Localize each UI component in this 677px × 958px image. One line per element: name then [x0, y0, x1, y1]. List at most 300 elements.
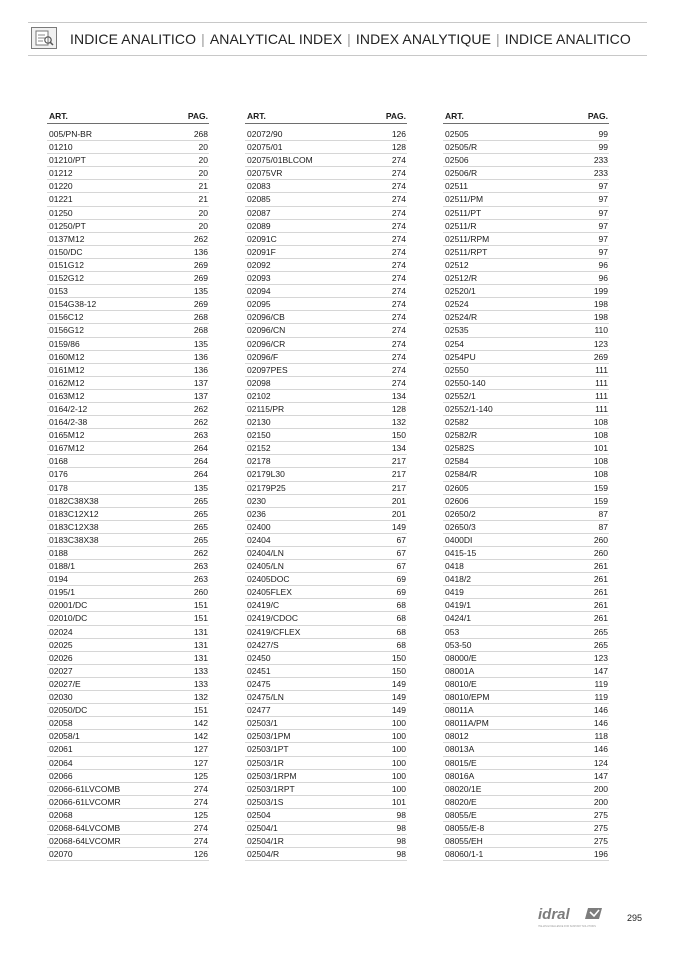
article-code: 02511/R	[445, 220, 477, 231]
article-code: 02093	[247, 273, 271, 284]
index-row	[245, 809, 407, 822]
index-row	[245, 180, 407, 193]
index-row	[47, 311, 209, 324]
article-code: 0230	[247, 495, 266, 506]
article-code: 02050/DC	[49, 705, 88, 716]
page-ref: 263	[193, 430, 208, 441]
article-code: 02115/PR	[247, 403, 285, 414]
article-code: 02070	[49, 849, 73, 860]
index-row	[245, 154, 407, 167]
index-row	[443, 455, 609, 468]
page-ref: 20	[198, 207, 208, 218]
page-ref: 268	[193, 129, 208, 139]
page-ref: 217	[391, 469, 406, 480]
article-code: 02095	[247, 299, 271, 310]
index-row	[245, 848, 407, 861]
index-row	[47, 612, 209, 625]
page-ref: 101	[391, 796, 406, 807]
index-row	[245, 560, 407, 573]
page-ref: 149	[391, 705, 406, 716]
article-code: 02404	[247, 534, 271, 545]
page-ref: 274	[391, 220, 406, 231]
page-ref: 131	[193, 626, 208, 637]
title-en: ANALYTICAL INDEX	[209, 31, 343, 47]
index-row	[245, 691, 407, 704]
index-row	[443, 233, 609, 246]
page-ref: 96	[598, 259, 608, 270]
index-row	[245, 495, 407, 508]
index-row	[47, 573, 209, 586]
article-code: 02506/R	[445, 168, 478, 179]
article-code: 02520/1	[445, 286, 476, 297]
index-row	[245, 665, 407, 678]
index-row	[443, 429, 609, 442]
index-row	[47, 377, 209, 390]
article-code: 02094	[247, 286, 271, 297]
article-code: 02650/2	[445, 508, 476, 519]
page-ref: 274	[391, 364, 406, 375]
article-code: 08011A/PM	[445, 718, 489, 729]
page-ref: 20	[198, 155, 208, 166]
article-code: 08010/E	[445, 678, 477, 689]
page-ref: 100	[391, 783, 406, 794]
page-ref: 146	[593, 705, 608, 716]
index-row	[47, 298, 209, 311]
page-number: 295	[627, 913, 643, 923]
index-row	[47, 560, 209, 573]
index-row	[47, 678, 209, 691]
index-row	[245, 285, 407, 298]
index-row	[443, 848, 609, 861]
page-ref: 125	[193, 809, 208, 820]
article-code: 0137M12	[49, 233, 85, 244]
article-code: 0156G12	[49, 325, 84, 336]
index-row	[443, 193, 609, 206]
page-ref: 274	[391, 207, 406, 218]
page-ref: 269	[593, 351, 608, 362]
page-ref: 142	[193, 731, 208, 742]
index-row	[443, 403, 609, 416]
index-rows	[245, 128, 407, 861]
page-ref: 149	[391, 678, 406, 689]
brand-tagline: ITALIAN EXCELLENCE FOR SANITARY SOLUTIONS	[538, 925, 596, 928]
title-separator: |	[496, 31, 500, 47]
article-code: 0151G12	[49, 259, 84, 270]
index-row	[245, 743, 407, 756]
column-header	[443, 110, 609, 124]
article-code: 08001A	[445, 665, 475, 676]
article-code: 02010/DC	[49, 613, 88, 624]
page-ref: 274	[193, 783, 208, 794]
index-row	[47, 770, 209, 783]
article-code: 02512	[445, 259, 469, 270]
article-code: 02066-61LVCOMB	[49, 783, 121, 794]
article-code: 0152G12	[49, 273, 84, 284]
page-ref: 133	[193, 665, 208, 676]
index-row	[443, 822, 609, 835]
page-ref: 274	[391, 181, 406, 192]
article-code: 02102	[247, 390, 271, 401]
article-code: 02066	[49, 770, 73, 781]
page-ref: 233	[593, 155, 608, 166]
article-code: 02450	[247, 652, 271, 663]
article-code: 0183C12X38	[49, 521, 99, 532]
article-code: 02075/01	[247, 142, 283, 153]
article-code: 02405FLEX	[247, 587, 292, 598]
article-code: 01250	[49, 207, 73, 218]
index-rows	[47, 128, 209, 861]
index-row	[245, 311, 407, 324]
article-code: 02582S	[445, 443, 475, 454]
page-ref: 68	[396, 613, 406, 624]
page-ref: 108	[593, 469, 608, 480]
page-ref: 261	[593, 561, 608, 572]
index-row	[245, 390, 407, 403]
page-ref: 262	[193, 548, 208, 558]
page-ref: 269	[193, 259, 208, 270]
article-code: 02503/1RPT	[247, 783, 295, 794]
page-ref: 127	[193, 757, 208, 768]
article-code: 02419/C	[247, 600, 280, 611]
page-ref: 159	[593, 482, 608, 493]
index-row	[245, 626, 407, 639]
page-ref: 99	[598, 129, 608, 139]
article-code: 053	[445, 626, 460, 637]
page-ref: 147	[593, 665, 608, 676]
article-code: 0161M12	[49, 364, 85, 375]
column-header	[245, 110, 407, 124]
article-code: 02451	[247, 665, 271, 676]
page-ref: 20	[198, 220, 208, 231]
page-ref: 274	[391, 325, 406, 336]
article-code: 0182C38X38	[49, 495, 99, 506]
page-ref: 196	[593, 849, 608, 860]
article-code: 02552/1-140	[445, 403, 493, 414]
index-row	[443, 691, 609, 704]
page-ref: 126	[193, 849, 208, 860]
page-ref: 99	[598, 142, 608, 153]
pag-header: PAG.	[587, 111, 608, 121]
article-code: 02030	[49, 692, 73, 703]
index-row	[47, 717, 209, 730]
page-ref: 128	[391, 142, 406, 153]
article-code: 02511/RPM	[445, 233, 490, 244]
article-code: 02477	[247, 705, 271, 716]
page-ref: 69	[396, 574, 406, 585]
article-code: 02027/E	[49, 678, 81, 689]
page-ref: 150	[391, 665, 406, 676]
index-row	[47, 665, 209, 678]
article-code: 0415-15	[445, 548, 477, 558]
article-code: 02068	[49, 809, 73, 820]
index-row	[47, 809, 209, 822]
article-code: 0419/1	[445, 600, 471, 611]
article-code: 02179P25	[247, 482, 286, 493]
brand-logo-text: idral	[538, 906, 570, 923]
index-row	[443, 154, 609, 167]
column-header	[47, 110, 209, 124]
article-code: 0163M12	[49, 390, 85, 401]
index-row	[47, 757, 209, 770]
article-code: 02504	[247, 809, 271, 820]
page-ref: 274	[391, 194, 406, 205]
article-code: 01210	[49, 142, 73, 153]
article-code: 02058/1	[49, 731, 80, 742]
art-header: ART.	[247, 111, 266, 121]
article-code: 02152	[247, 443, 271, 454]
index-row	[47, 272, 209, 285]
art-header: ART.	[445, 111, 464, 121]
page-ref: 265	[193, 521, 208, 532]
page-ref: 150	[391, 652, 406, 663]
title-es: INDICE ANALITICO	[504, 31, 631, 47]
page-ref: 97	[598, 220, 608, 231]
page-ref: 98	[396, 849, 406, 860]
article-code: 01221	[49, 194, 73, 205]
article-code: 02096/F	[247, 351, 279, 362]
article-code: 02605	[445, 482, 469, 493]
article-code: 02066-61LVCOMR	[49, 796, 121, 807]
article-code: 0418/2	[445, 574, 471, 585]
page-ref: 96	[598, 273, 608, 284]
page-ref: 131	[193, 652, 208, 663]
index-row	[47, 534, 209, 547]
page-ref: 97	[598, 207, 608, 218]
page-ref: 150	[391, 430, 406, 441]
index-row	[47, 835, 209, 848]
article-code: 08055/E	[445, 809, 477, 820]
index-row	[245, 455, 407, 468]
article-code: 02552/1	[445, 390, 476, 401]
page-ref: 262	[193, 403, 208, 414]
page-ref: 262	[193, 417, 208, 428]
article-code: 0168	[49, 456, 68, 467]
article-code: 02511/RPT	[445, 246, 488, 257]
index-row	[47, 351, 209, 364]
index-row	[47, 521, 209, 534]
page-ref: 199	[593, 286, 608, 297]
article-code: 08055/EH	[445, 836, 483, 847]
article-code: 08015/E	[445, 757, 477, 768]
index-row	[245, 717, 407, 730]
article-code: 01250/PT	[49, 220, 86, 231]
index-row	[47, 783, 209, 796]
page-ref: 274	[391, 233, 406, 244]
page-ref: 146	[593, 744, 608, 755]
index-row	[47, 364, 209, 377]
index-row	[443, 547, 609, 560]
article-code: 08016A	[445, 770, 475, 781]
page-ref: 108	[593, 430, 608, 441]
index-row	[245, 822, 407, 835]
article-code: 02083	[247, 181, 271, 192]
page-ref: 128	[391, 403, 406, 414]
index-row	[245, 534, 407, 547]
article-code: 02096/CR	[247, 338, 286, 349]
index-row	[47, 796, 209, 809]
index-row	[47, 730, 209, 743]
page-ref: 151	[193, 705, 208, 716]
index-row	[443, 442, 609, 455]
index-row	[47, 233, 209, 246]
article-code: 02405/LN	[247, 561, 284, 572]
index-row	[47, 154, 209, 167]
article-code: 02179L30	[247, 469, 285, 480]
article-code: 02061	[49, 744, 73, 755]
index-row	[443, 717, 609, 730]
index-row	[443, 652, 609, 665]
index-row	[245, 364, 407, 377]
index-row	[47, 652, 209, 665]
index-row	[443, 141, 609, 154]
page-ref: 111	[595, 377, 608, 388]
article-code: 0183C38X38	[49, 534, 99, 545]
article-code: 02178	[247, 456, 271, 467]
index-row	[47, 128, 209, 141]
page-ref: 97	[598, 181, 608, 192]
article-code: 02068-64LVCOMB	[49, 822, 121, 833]
page-ref: 100	[391, 757, 406, 768]
index-row	[47, 547, 209, 560]
page-ref: 132	[193, 692, 208, 703]
article-code: 02511/PT	[445, 207, 482, 218]
index-row	[245, 167, 407, 180]
page-ref: 274	[193, 836, 208, 847]
article-code: 0424/1	[445, 613, 471, 624]
article-code: 0162M12	[49, 377, 85, 388]
article-code: 02024	[49, 626, 73, 637]
index-column-2	[245, 110, 407, 861]
index-row	[443, 639, 609, 652]
page-ref: 119	[594, 692, 608, 703]
article-code: 08020/E	[445, 796, 477, 807]
index-row	[443, 770, 609, 783]
title-fr: INDEX ANALYTIQUE	[355, 31, 492, 47]
index-row	[47, 495, 209, 508]
index-row	[443, 573, 609, 586]
article-code: 02405DOC	[247, 574, 290, 585]
page-ref: 265	[193, 508, 208, 519]
article-code: 08055/E-8	[445, 822, 485, 833]
index-row	[245, 141, 407, 154]
article-code: 02524	[445, 299, 469, 310]
page-ref: 123	[593, 652, 608, 663]
page-ref: 274	[391, 312, 406, 323]
index-row	[443, 626, 609, 639]
article-code: 02089	[247, 220, 271, 231]
index-row	[443, 665, 609, 678]
page-ref: 108	[593, 456, 608, 467]
page-ref: 275	[593, 836, 608, 847]
index-row	[245, 757, 407, 770]
page-ref: 119	[594, 678, 608, 689]
article-code: 08011A	[445, 705, 474, 716]
page-ref: 261	[593, 613, 608, 624]
index-row	[47, 390, 209, 403]
index-row	[47, 639, 209, 652]
index-row	[245, 612, 407, 625]
page-ref: 131	[193, 639, 208, 650]
index-row	[443, 285, 609, 298]
page-ref: 198	[593, 299, 608, 310]
page-ref: 275	[593, 822, 608, 833]
index-row	[443, 495, 609, 508]
index-row	[443, 482, 609, 495]
page-ref: 98	[396, 836, 406, 847]
page-ref: 67	[396, 534, 406, 545]
page-ref: 137	[193, 390, 208, 401]
page-ref: 87	[598, 521, 608, 532]
article-code: 08012	[445, 731, 469, 742]
article-code: 02503/1	[247, 718, 278, 729]
page-ref: 263	[193, 574, 208, 585]
page-ref: 111	[595, 364, 608, 375]
page-ref: 274	[193, 796, 208, 807]
article-code: 02511	[445, 181, 469, 192]
index-row	[245, 586, 407, 599]
index-row	[443, 311, 609, 324]
page-ref: 274	[391, 155, 406, 166]
article-code: 02064	[49, 757, 73, 768]
index-row	[245, 482, 407, 495]
article-code: 0195/1	[49, 587, 75, 598]
index-row	[47, 338, 209, 351]
page-ref: 97	[598, 194, 608, 205]
article-code: 02400	[247, 521, 271, 532]
article-code: 0188	[49, 548, 68, 558]
index-row	[245, 429, 407, 442]
index-row	[443, 534, 609, 547]
article-code: 01212	[49, 168, 73, 179]
article-code: 0188/1	[49, 561, 75, 572]
pag-header: PAG.	[187, 111, 208, 121]
page-ref: 108	[593, 417, 608, 428]
page-ref: 261	[593, 574, 608, 585]
page-ref: 20	[198, 168, 208, 179]
page-ref: 217	[391, 456, 406, 467]
page-ref: 261	[593, 587, 608, 598]
index-row	[47, 848, 209, 861]
index-row	[47, 193, 209, 206]
page-ref: 126	[391, 129, 406, 139]
page-ref: 123	[593, 338, 608, 349]
page-ref: 274	[391, 299, 406, 310]
index-row	[443, 324, 609, 337]
index-row	[245, 521, 407, 534]
index-row	[245, 246, 407, 259]
index-row	[245, 547, 407, 560]
page-ref: 100	[391, 731, 406, 742]
page-ref: 134	[391, 443, 406, 454]
index-row	[443, 508, 609, 521]
article-code: 0418	[445, 561, 464, 572]
page-ref: 118	[594, 731, 608, 742]
article-code: 02550	[445, 364, 469, 375]
index-row	[443, 612, 609, 625]
index-row	[443, 338, 609, 351]
page-ref: 151	[193, 613, 208, 624]
page-ref: 67	[396, 548, 406, 558]
index-row	[245, 796, 407, 809]
article-code: 02505	[445, 129, 469, 139]
page-ref: 135	[193, 286, 208, 297]
article-code: 0176	[49, 469, 68, 480]
index-row	[245, 730, 407, 743]
page-ref: 264	[193, 443, 208, 454]
page-ref: 264	[193, 456, 208, 467]
index-row	[245, 207, 407, 220]
index-rows	[443, 128, 609, 861]
